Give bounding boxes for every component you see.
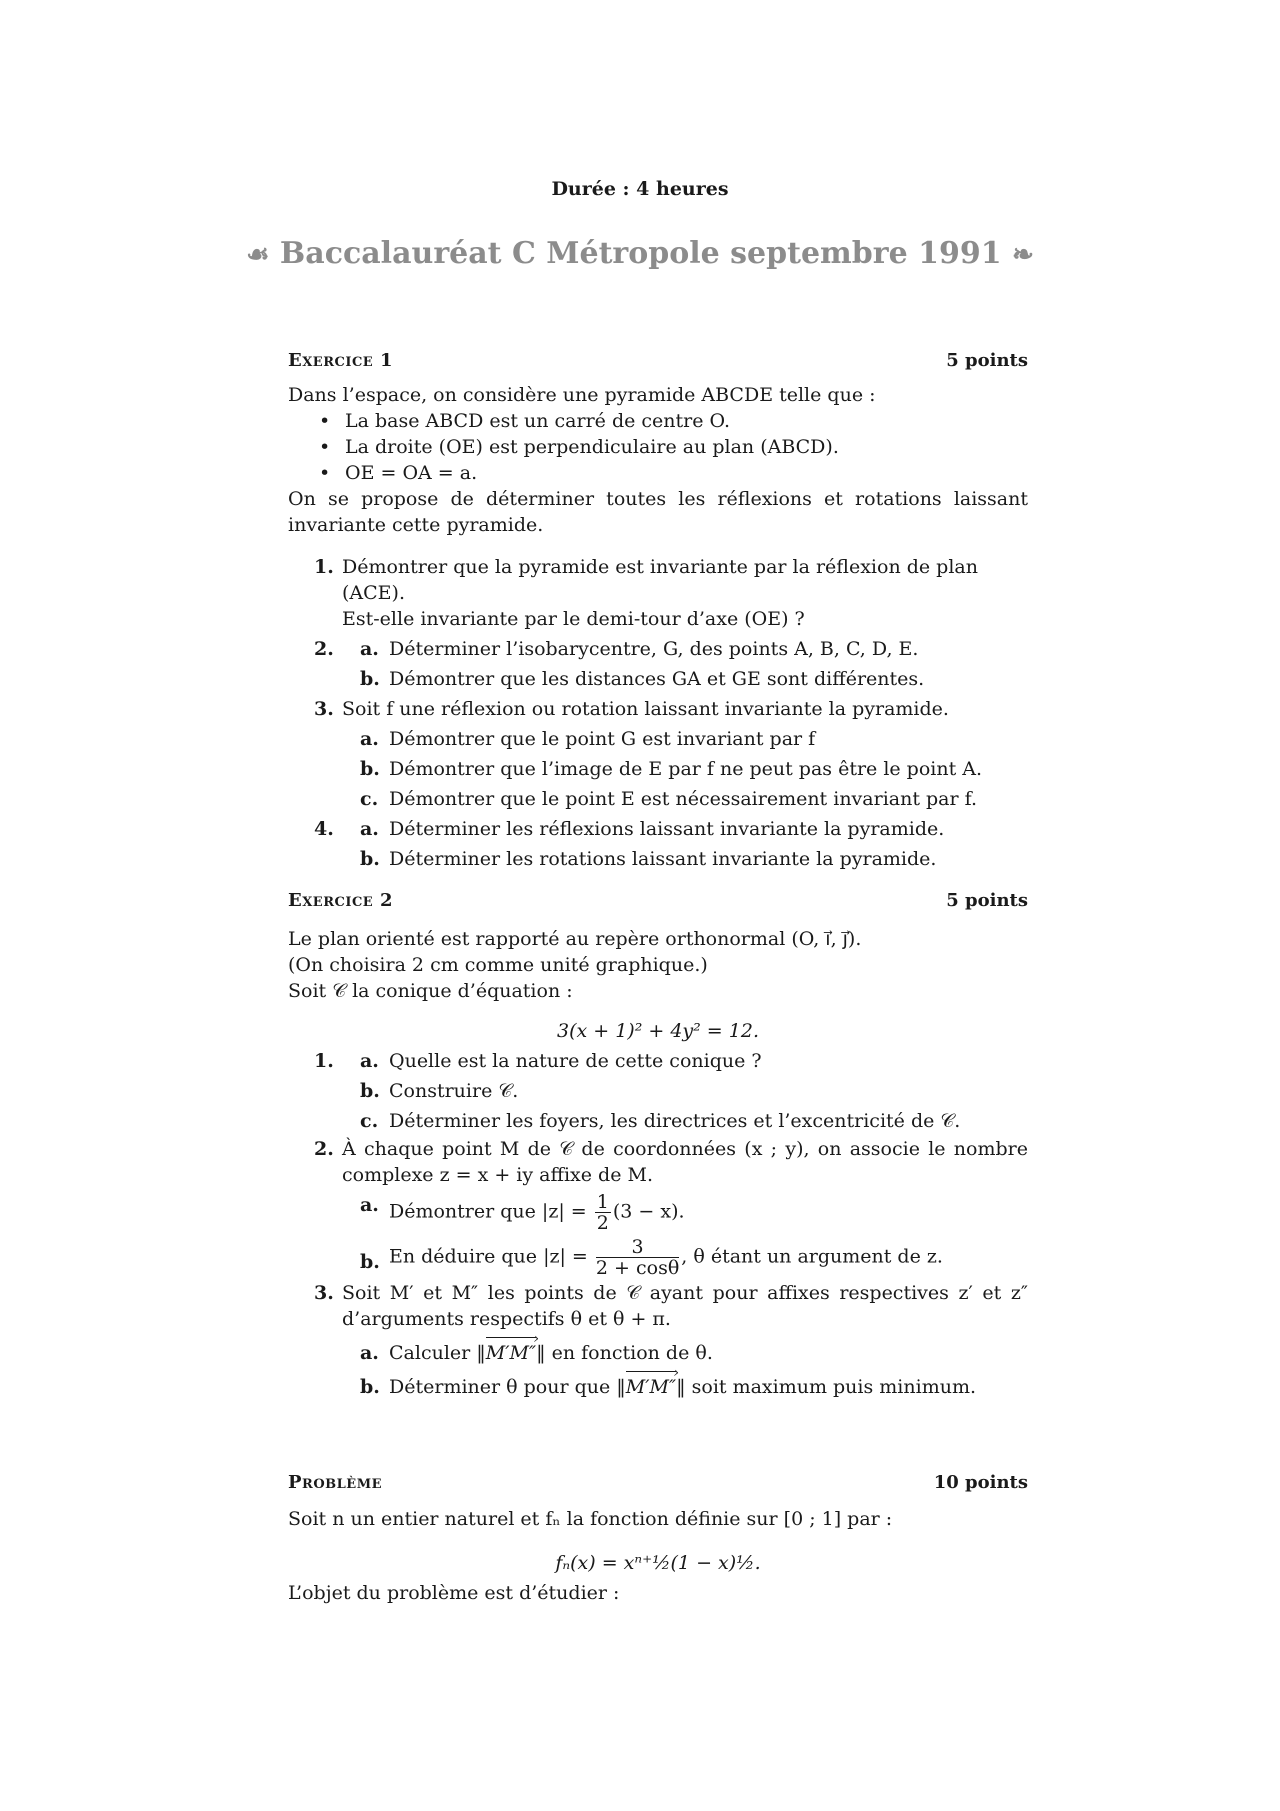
ex2-q1b-label: b. <box>360 1080 380 1102</box>
ex2-q1c <box>288 1108 1028 1134</box>
ex2-q1a-label: a. <box>360 1050 379 1072</box>
fraction-numerator: 3 <box>596 1237 679 1258</box>
problem-equation: fₙ(x) = xⁿ⁺½(1 − x)½. <box>555 1552 761 1574</box>
ex1-q3-num: 3. <box>314 698 334 720</box>
ex1-bullet: • La droite (OE) est perpendiculaire au plan (ABCD). <box>315 434 1028 460</box>
ex1-q2b <box>288 666 1028 692</box>
ex1-q1-line2: Est-elle invariante par le demi-tour d’axe (OE) ? <box>342 608 805 630</box>
ex1-q2a-label: a. <box>360 638 379 660</box>
ex1-q3a-text: Démontrer que le point G est invariant par f <box>389 728 816 750</box>
ex2-equation: 3(x + 1)² + 4y² = 12. <box>557 1020 759 1042</box>
ex1-q3b-text: Démontrer que l’image de E par f ne peut pas être le point A. <box>389 758 983 780</box>
ex1-q4b-label: b. <box>360 848 380 870</box>
ex2-unit: (On choisira 2 cm comme unité graphique.) <box>288 954 708 976</box>
exercise-2-points: 5 points <box>946 890 1028 911</box>
exercise-1 <box>288 348 1028 872</box>
ex2-q3a <box>288 1340 1028 1366</box>
ex2-q1a-text: Quelle est la nature de cette conique ? <box>389 1050 762 1072</box>
ex1-q4b-text: Déterminer les rotations laissant invariante la pyramide. <box>389 848 937 870</box>
fraction-numerator: 1 <box>596 1191 609 1213</box>
fraction-denominator: 2 <box>596 1212 609 1234</box>
fraction-denominator: 2 + cosθ <box>595 1257 680 1279</box>
ex2-q3a-vector: M′M″ › <box>486 1340 536 1366</box>
exercise-1-label: Exercice 1 <box>288 350 393 371</box>
ex1-q3-text: Soit f une réflexion ou rotation laissant invariante la pyramide. <box>342 698 949 720</box>
ex2-q3a-label: a. <box>360 1342 379 1364</box>
ex2-q1a <box>288 1048 1028 1074</box>
exercise-1-header <box>288 348 1028 374</box>
ex1-q1-line1: Démontrer que la pyramide est invariante par la réflexion de plan (ACE). <box>342 556 978 604</box>
ex2-q2b-post: , θ étant un argument de z. <box>681 1245 943 1268</box>
ex1-q4a <box>288 816 1028 842</box>
title-text: Baccalauréat C Métropole septembre 1991 <box>279 236 1002 271</box>
problem-points: 10 points <box>933 1472 1028 1493</box>
ex1-q3b <box>288 756 1028 782</box>
ex1-q4b <box>288 846 1028 872</box>
ex2-q1b <box>288 1078 1028 1104</box>
ex1-q3c-label: c. <box>360 788 379 810</box>
ex2-q2-text: À chaque point M de 𝒞 de coordonnées (x ; y), on associe le nombre complexe z = x + iy affixe de M. <box>342 1138 1028 1186</box>
exercise-1-points: 5 points <box>946 350 1028 371</box>
ex2-q3-text: Soit M′ et M″ les points de 𝒞 ayant pour affixes respectives z′ et z″ d’arguments respectifs θ et θ + π. <box>342 1282 1028 1330</box>
ex2-q1b-text: Construire 𝒞. <box>389 1080 519 1102</box>
ex2-q2a <box>288 1192 1028 1233</box>
exercise-2 <box>288 888 1028 1400</box>
ex2-q3b-vector: M′M″ › <box>626 1374 676 1400</box>
ex1-q3c <box>288 786 1028 812</box>
ex2-q3a-pre: Calculer ‖ <box>389 1342 486 1364</box>
ornament-left-icon: ☙ <box>246 240 270 270</box>
ex2-q3-num: 3. <box>314 1282 334 1304</box>
ex1-bullet: • OE = OA = a. <box>315 460 1028 486</box>
ex2-q2b-fraction <box>596 1237 679 1278</box>
ex1-q4a-label: a. <box>360 818 379 840</box>
ex2-q1c-text: Déterminer les foyers, les directrices et l’excentricité de 𝒞. <box>389 1110 961 1132</box>
ex1-bullet: • La base ABCD est un carré de centre O. <box>315 408 1028 434</box>
ex2-conic: Soit 𝒞 la conique d’équation : <box>288 980 573 1002</box>
ex2-q3b-label: b. <box>360 1376 380 1398</box>
exercise-2-header <box>288 888 1028 914</box>
ex2-q2-num: 2. <box>314 1138 334 1160</box>
ex1-q3b-label: b. <box>360 758 380 780</box>
problem-intro: Soit n un entier naturel et fₙ la fonction définie sur [0 ; 1] par : <box>288 1508 893 1530</box>
ex1-q2a-text: Déterminer l’isobarycentre, G, des points A, B, C, D, E. <box>389 638 919 660</box>
ex1-goal: On se propose de déterminer toutes les réflexions et rotations laissant invariante cette pyramide. <box>288 488 1028 536</box>
ex2-q3b-pre: Déterminer θ pour que ‖ <box>389 1376 626 1398</box>
ex2-q2b <box>288 1237 1028 1278</box>
ex1-q2b-text: Démontrer que les distances GA et GE sont différentes. <box>389 668 925 690</box>
ex1-q2-num: 2. <box>314 638 334 660</box>
problem-label: Problème <box>288 1472 382 1493</box>
ex2-q3b <box>288 1374 1028 1400</box>
ex2-q1c-label: c. <box>360 1110 379 1132</box>
ex1-q1 <box>288 554 1028 632</box>
ex1-q2a <box>288 636 1028 662</box>
ex1-q3c-text: Démontrer que le point E est nécessairement invariant par f. <box>389 788 978 810</box>
ex1-q3a <box>288 726 1028 752</box>
ex2-q2b-label: b. <box>360 1251 380 1273</box>
ex2-q1-num: 1. <box>314 1050 334 1072</box>
ex1-bullets <box>288 408 1028 486</box>
ex2-q2a-fraction <box>595 1192 611 1233</box>
ornament-right-icon: ❧ <box>1012 240 1034 270</box>
ex1-q4-num: 4. <box>314 818 334 840</box>
ex2-q3a-post: ‖ en fonction de θ. <box>536 1342 713 1364</box>
ex1-q3 <box>288 696 1028 722</box>
duration: Durée : 4 heures <box>551 178 729 200</box>
problem-goal: L’objet du problème est d’étudier : <box>288 1582 620 1604</box>
ex2-q2a-post: (3 − x). <box>612 1200 685 1223</box>
ex1-q4a-text: Déterminer les réflexions laissant invariante la pyramide. <box>389 818 945 840</box>
ex2-q2 <box>288 1136 1028 1188</box>
ex1-intro: Dans l’espace, on considère une pyramide ABCDE telle que : <box>288 384 876 406</box>
ex2-q2b-pre: En déduire que |z| = <box>389 1245 588 1268</box>
problem <box>288 1470 1028 1606</box>
ex2-q2a-label: a. <box>360 1194 379 1216</box>
ex1-q3a-label: a. <box>360 728 379 750</box>
ex2-q2a-pre: Démontrer que |z| = <box>389 1200 587 1223</box>
exercise-2-label: Exercice 2 <box>288 890 393 911</box>
ex1-q2b-label: b. <box>360 668 380 690</box>
exam-title <box>0 236 1280 271</box>
ex1-q1-num: 1. <box>314 556 334 578</box>
ex2-q3 <box>288 1280 1028 1332</box>
problem-header <box>288 1470 1028 1496</box>
ex2-q3b-post: ‖ soit maximum puis minimum. <box>676 1376 977 1398</box>
ex2-intro: Le plan orienté est rapporté au repère orthonormal (O, ı⃗, ȷ⃗). <box>288 928 862 950</box>
